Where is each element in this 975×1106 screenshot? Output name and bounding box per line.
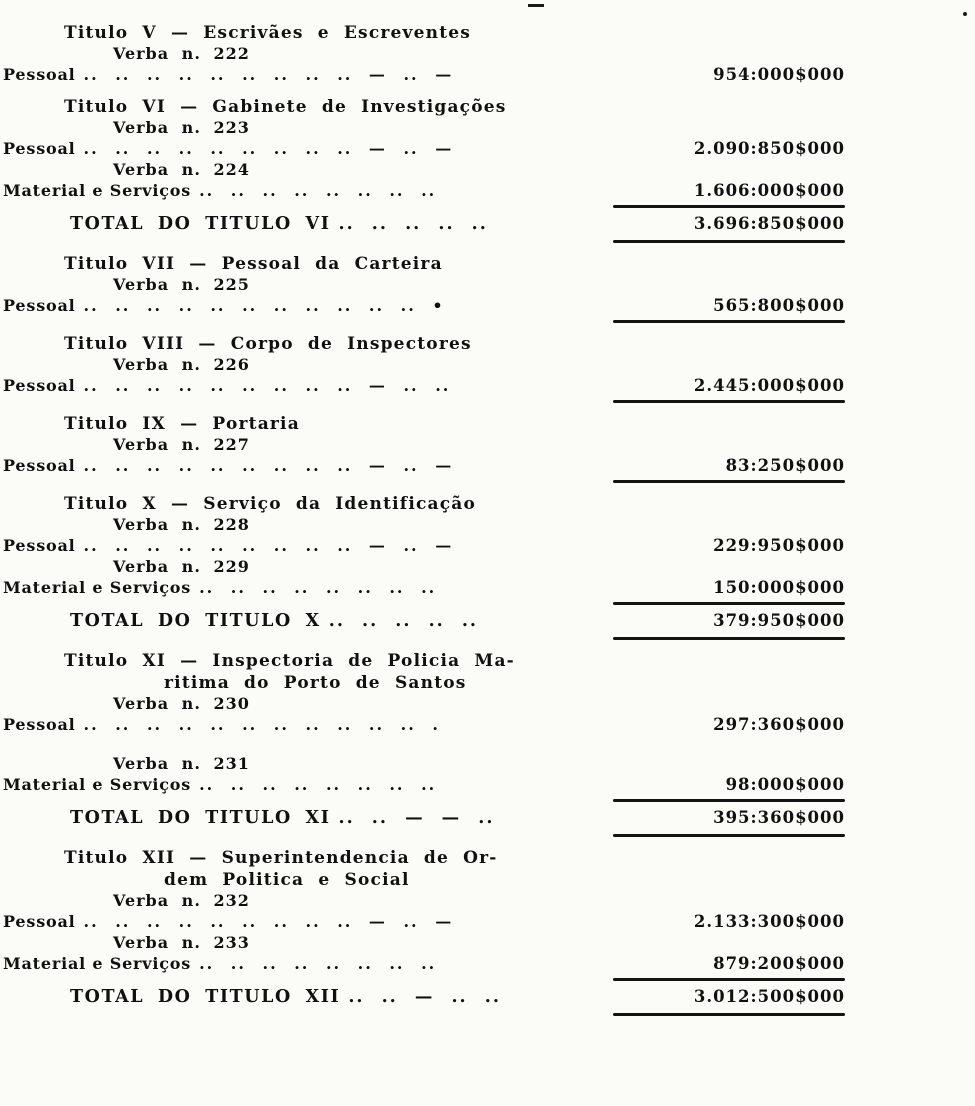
verba-label-225: Verba n. 225 [113, 275, 250, 294]
row-label: Pessoal [3, 912, 76, 931]
verba-label-229: Verba n. 229 [113, 557, 250, 576]
amount-value: 565:800$000 [713, 296, 845, 315]
dot-leaders: .. .. .. .. .. .. .. .. [199, 954, 437, 973]
section-title-titulo-x [0, 493, 975, 515]
dot-leaders: .. .. .. .. .. [338, 214, 488, 234]
dot-leaders: .. .. .. .. .. .. .. .. .. — .. — [83, 139, 454, 158]
total-row-titulo-x [0, 609, 975, 633]
total-row-titulo-xi [0, 806, 975, 830]
row-label: Material e Serviços [3, 181, 192, 200]
total-label: TOTAL DO TITULO XI [70, 808, 331, 828]
amount-value: 83:250$000 [725, 456, 845, 475]
dot-leaders: .. .. .. .. .. .. .. .. .. — .. — [83, 65, 454, 84]
sum-rule [613, 240, 845, 243]
scan-artifact-dot [963, 12, 967, 16]
section-title-text: Titulo V — Escrivães e Escreventes [64, 23, 472, 43]
dot-leaders: .. .. .. .. .. .. .. .. .. — .. — [83, 912, 454, 931]
verba-label-226: Verba n. 226 [113, 355, 250, 374]
dot-leaders: .. .. .. .. .. .. .. .. .. — .. — [83, 456, 454, 475]
row-label: Pessoal [3, 65, 76, 84]
section-title-text: Titulo XI — Inspectoria de Policia Ma- [64, 651, 515, 671]
verba-label-227: Verba n. 227 [113, 435, 250, 454]
scan-artifact-dash [528, 4, 544, 7]
budget-row-pessoal-223 [0, 138, 975, 160]
section-title-text: Titulo VI — Gabinete de Investigações [64, 97, 507, 117]
row-label: Pessoal [3, 296, 76, 315]
dot-leaders: .. .. .. .. .. .. .. .. .. .. .. . [83, 715, 440, 734]
dot-leaders: .. .. — .. .. [348, 987, 501, 1007]
budget-row-pessoal-222 [0, 64, 975, 86]
row-label: Pessoal [3, 376, 76, 395]
sum-rule [613, 834, 845, 837]
dot-leaders: .. .. .. .. .. .. .. .. .. .. .. • [83, 296, 445, 315]
section-title-titulo-ix [0, 413, 975, 435]
sum-rule [613, 1013, 845, 1016]
row-label: Material e Serviços [3, 954, 192, 973]
dot-leaders: .. .. — — .. [338, 808, 495, 828]
row-label: Pessoal [3, 715, 76, 734]
row-label: Pessoal [3, 456, 76, 475]
row-label: Material e Serviços [3, 775, 192, 794]
section-title-titulo-vi [0, 96, 975, 118]
amount-value: 2.445:000$000 [693, 376, 845, 395]
total-row-titulo-vi [0, 212, 975, 236]
amount-value: 98:000$000 [725, 775, 845, 794]
sum-rule [613, 637, 845, 640]
verba-label-228: Verba n. 228 [113, 515, 250, 534]
budget-row-pessoal-228 [0, 535, 975, 557]
section-title-text: Titulo VII — Pessoal da Carteira [64, 254, 443, 274]
row-label: Pessoal [3, 536, 76, 555]
verba-label-230: Verba n. 230 [113, 694, 250, 713]
section-title-titulo-xi [0, 650, 975, 694]
budget-row-material-231 [0, 774, 975, 796]
amount-value: 879:200$000 [713, 954, 845, 973]
section-title-titulo-v [0, 22, 975, 44]
sum-rule [613, 205, 845, 208]
dot-leaders: .. .. .. .. .. .. .. .. .. — .. .. [83, 376, 451, 395]
verba-label-224: Verba n. 224 [113, 160, 250, 179]
dot-leaders: .. .. .. .. .. .. .. .. [199, 181, 437, 200]
sum-rule [613, 320, 845, 323]
verba-label-223: Verba n. 223 [113, 118, 250, 137]
sum-rule [613, 602, 845, 605]
budget-row-pessoal-226 [0, 375, 975, 397]
budget-row-pessoal-230 [0, 714, 975, 736]
section-title-titulo-vii [0, 253, 975, 275]
section-title-titulo-xii [0, 847, 975, 891]
sum-rule [613, 480, 845, 483]
section-title-text: Titulo XII — Superintendencia de Or- [64, 848, 498, 868]
section-title-text: Titulo X — Serviço da Identificação [64, 494, 477, 514]
dot-leaders: .. .. .. .. .. [328, 611, 479, 631]
section-title-continuation: ritima do Porto de Santos [164, 673, 467, 693]
budget-row-pessoal-225 [0, 295, 975, 317]
sum-rule [613, 978, 845, 981]
amount-value: 1.606:000$000 [693, 181, 845, 200]
total-label: TOTAL DO TITULO VI [70, 214, 331, 234]
dot-leaders: .. .. .. .. .. .. .. .. [199, 578, 437, 597]
sum-rule [613, 400, 845, 403]
section-title-text: Titulo IX — Portaria [64, 414, 300, 434]
total-row-titulo-xii [0, 985, 975, 1009]
row-label: Material e Serviços [3, 578, 192, 597]
total-label: TOTAL DO TITULO XII [70, 987, 341, 1007]
verba-label-222: Verba n. 222 [113, 44, 250, 63]
section-title-continuation: dem Politica e Social [164, 870, 410, 890]
amount-value: 3.696:850$000 [693, 214, 845, 233]
sum-rule [613, 799, 845, 802]
budget-row-material-233 [0, 953, 975, 975]
amount-value: 379:950$000 [713, 611, 845, 630]
amount-value: 954:000$000 [713, 65, 845, 84]
dot-leaders: .. .. .. .. .. .. .. .. [199, 775, 437, 794]
amount-value: 2.090:850$000 [693, 139, 845, 158]
budget-row-pessoal-232 [0, 911, 975, 933]
amount-value: 2.133:300$000 [693, 912, 845, 931]
budget-row-material-224 [0, 180, 975, 202]
verba-label-233: Verba n. 233 [113, 933, 250, 952]
amount-value: 297:360$000 [713, 715, 845, 734]
verba-label-232: Verba n. 232 [113, 891, 250, 910]
amount-value: 395:360$000 [713, 808, 845, 827]
dot-leaders: .. .. .. .. .. .. .. .. .. — .. — [83, 536, 454, 555]
budget-row-pessoal-227 [0, 455, 975, 477]
section-title-titulo-viii [0, 333, 975, 355]
amount-value: 229:950$000 [713, 536, 845, 555]
amount-value: 3.012:500$000 [693, 987, 845, 1006]
amount-value: 150:000$000 [713, 578, 845, 597]
budget-row-material-229 [0, 577, 975, 599]
total-label: TOTAL DO TITULO X [70, 611, 321, 631]
verba-label-231: Verba n. 231 [113, 754, 250, 773]
row-label: Pessoal [3, 139, 76, 158]
section-title-text: Titulo VIII — Corpo de Inspectores [64, 334, 472, 354]
